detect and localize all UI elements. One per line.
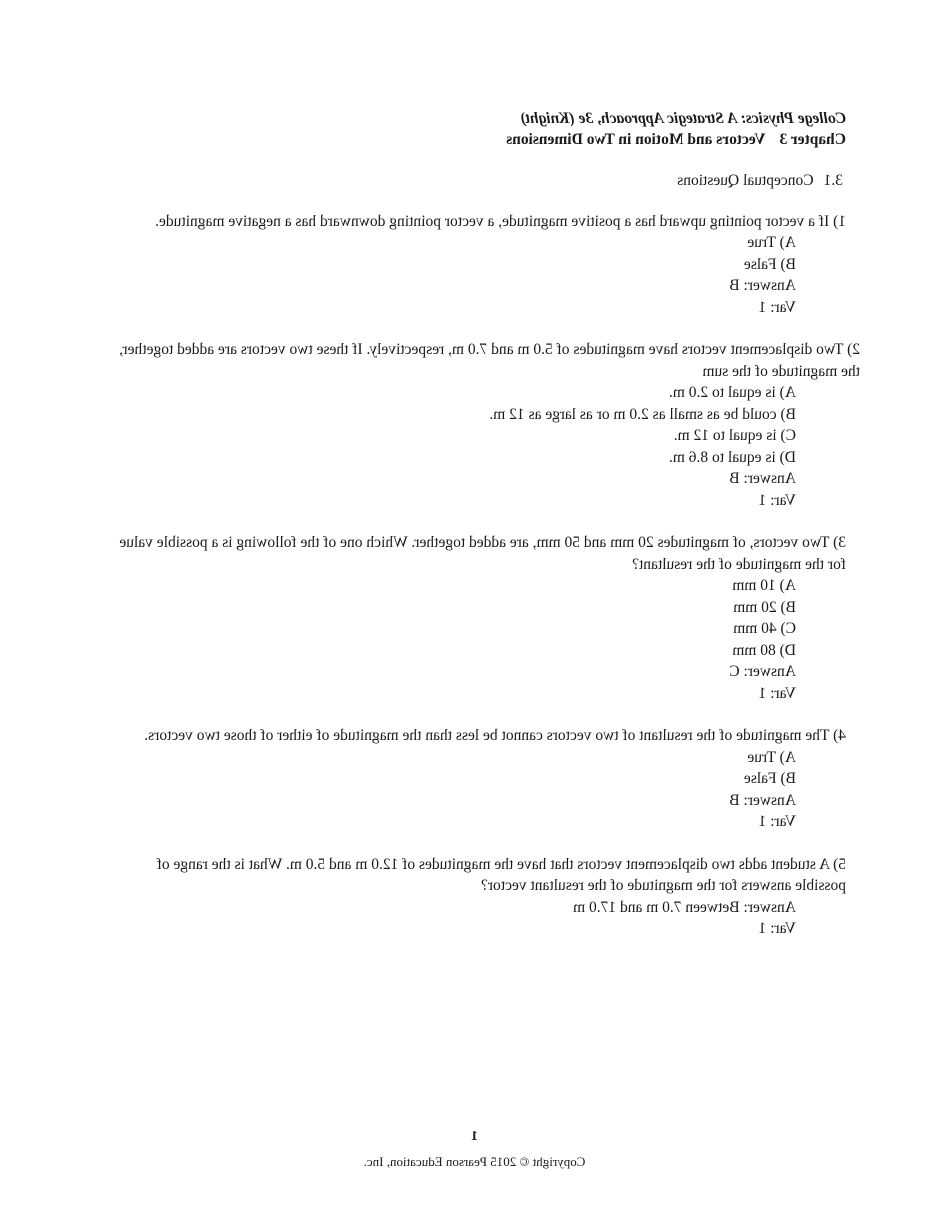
answer-key: Answer: B: [729, 791, 796, 809]
question-3: [111, 532, 846, 704]
answer-key: Answer: C: [729, 663, 796, 680]
question-text: 3) Two vectors, of magnitudes 20 mm and 50 mm, are added together. Which one of the following is a possible value for the magnitude of the resultant?: [119, 534, 846, 573]
answer-option: A) is equal to 2.0 m.: [669, 384, 796, 401]
question-5: [111, 854, 846, 940]
answer-key: Answer: Between 7.0 m and 17.0 m: [573, 898, 796, 916]
answer-key: Answer: B: [729, 470, 796, 487]
answer-option: D) is equal to 8.6 m.: [669, 448, 796, 466]
question-text: 2) Two displacement vectors have magnitudes of 5.0 m and 7.0 m, respectively. If these two vectors are added together, the magnitude of the sum: [119, 341, 860, 380]
answer-option: A) True: [747, 748, 796, 766]
chapter-heading: [111, 129, 846, 150]
answer-option: C) 40 mm: [733, 620, 796, 637]
answer-option: A) True: [747, 234, 796, 251]
answer-option: B) 20 mm: [733, 598, 796, 616]
answer-option: C) is equal to 12 m.: [673, 427, 796, 444]
page-content: [111, 108, 860, 940]
answer-option: B) could be as small as 2.0 m or as large as 12 m.: [489, 405, 796, 423]
copyright-notice: Copyright © 2015 Pearson Education, Inc.: [363, 1154, 586, 1169]
chapter-title: Vectors and Motion in Two Dimensions: [506, 131, 766, 148]
book-title-text: College Physics: A Strategic Approach, 3e (Knight): [520, 110, 846, 127]
question-4: [111, 725, 846, 833]
answer-key: Answer: B: [729, 277, 796, 294]
chapter-label: Chapter 3: [779, 131, 846, 148]
question-2: [111, 339, 860, 511]
answer-option: B) False: [743, 770, 796, 787]
section-number: 3.1: [823, 172, 843, 189]
section-title: Conceptual Questions: [677, 172, 814, 189]
book-title: [111, 108, 846, 129]
question-variant: Var: 1: [758, 684, 796, 702]
page-number: 1: [471, 1129, 478, 1144]
section-heading: [111, 170, 843, 192]
answer-option: B) False: [743, 255, 796, 273]
question-variant: Var: 1: [758, 813, 796, 830]
question-text: 4) The magnitude of the resultant of two vectors cannot be less than the magnitude of either of those two vectors.: [144, 727, 846, 744]
answer-option: D) 80 mm: [732, 641, 796, 659]
question-text: 5) A student adds two displacement vectors that have the magnitudes of 12.0 m and 5.0 m. What is the range of possible answers for the magnitude of the resultant vector?: [156, 855, 846, 894]
question-text: 1) If a vector pointing upward has a positive magnitude, a vector pointing downward has a negative magnitude.: [155, 212, 846, 230]
question-variant: Var: 1: [758, 298, 796, 316]
answer-option: A) 10 mm: [732, 577, 796, 594]
question-1: [111, 211, 846, 319]
question-variant: Var: 1: [758, 920, 796, 937]
question-variant: Var: 1: [758, 491, 796, 509]
